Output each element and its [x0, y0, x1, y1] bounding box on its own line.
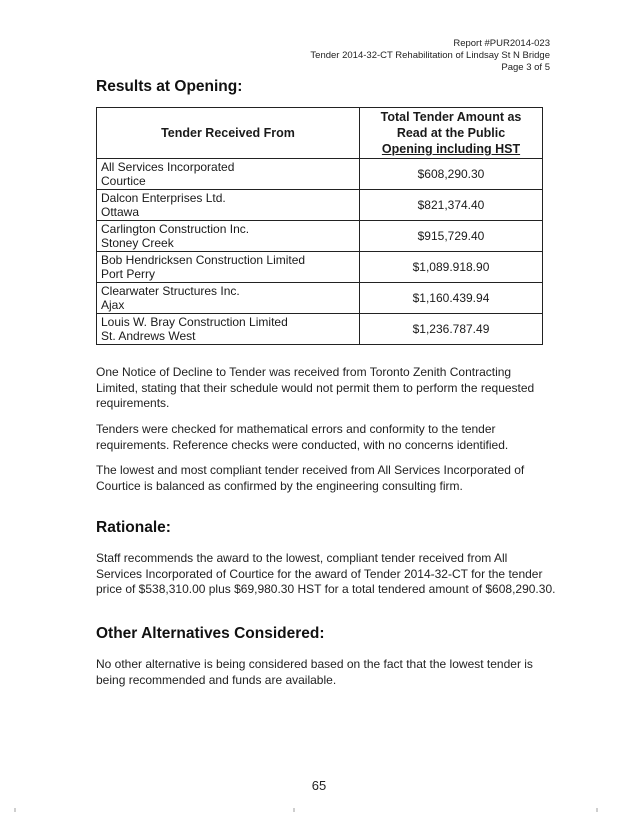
col-header-line: Opening including HST — [381, 142, 521, 156]
bidder-name: Clearwater Structures Inc. — [101, 284, 240, 298]
bidder-name: Bob Hendricksen Construction Limited — [101, 253, 306, 267]
bidder-cell — [97, 283, 360, 314]
bidder-location: Port Perry — [101, 267, 156, 281]
bidder-name: All Services Incorporated — [101, 160, 235, 174]
bidder-cell — [97, 314, 360, 345]
col-header-received-from: Tender Received From — [97, 108, 360, 159]
tender-results-table — [96, 107, 543, 345]
bidder-name: Carlington Construction Inc. — [101, 222, 250, 236]
results-heading: Results at Opening: — [96, 78, 243, 95]
decline-notice-paragraph: One Notice of Decline to Tender was received from Toronto Zenith Contracting Limited, stating that their schedule would not permit them to perform the requested requirements. — [96, 365, 535, 410]
bidder-location: St. Andrews West — [101, 329, 196, 343]
bidder-location: Courtice — [101, 174, 146, 188]
bidder-cell — [97, 190, 360, 221]
tender-amount: $1,236.787.49 — [360, 314, 543, 345]
bidder-location: Ottawa — [101, 205, 140, 219]
table-row — [97, 283, 543, 314]
page-indicator: Page 3 of 5 — [501, 62, 550, 73]
report-header — [310, 38, 550, 74]
alternatives-heading: Other Alternatives Considered: — [96, 625, 325, 642]
bidder-cell — [97, 252, 360, 283]
scan-mark — [293, 808, 295, 812]
tender-amount: $821,374.40 — [360, 190, 543, 221]
col-header-total-amount — [360, 108, 543, 159]
bidder-name: Louis W. Bray Construction Limited — [101, 315, 288, 329]
tender-amount: $1,160.439.94 — [360, 283, 543, 314]
checks-paragraph: Tenders were checked for mathematical errors and conformity to the tender requirements. Reference checks were conducted, with no concerns identified. — [96, 422, 509, 452]
table-row — [97, 252, 543, 283]
rationale-heading: Rationale: — [96, 519, 171, 536]
bidder-location: Ajax — [101, 298, 125, 312]
page-number: 65 — [311, 778, 327, 793]
bidder-cell — [97, 221, 360, 252]
table-row — [97, 314, 543, 345]
table-row — [97, 159, 543, 190]
table-row — [97, 190, 543, 221]
tender-amount: $915,729.40 — [360, 221, 543, 252]
col-header-line: Total Tender Amount as — [380, 110, 522, 124]
report-subject: Tender 2014-32-CT Rehabilitation of Lindsay St N Bridge — [310, 50, 550, 61]
alternatives-paragraph: No other alternative is being considered based on the fact that the lowest tender is being recommended and funds are available. — [96, 657, 533, 687]
table-header-row — [97, 108, 543, 159]
rationale-paragraph: Staff recommends the award to the lowest, compliant tender received from All Services Incorporated of Courtice for the award of Tender 2014-32-CT for the tender price of $538,310.00 plus $69,980.30 HST for a total tendered amount of $608,290.30. — [96, 551, 556, 596]
bidder-name: Dalcon Enterprises Ltd. — [101, 191, 226, 205]
tender-amount: $1,089.918.90 — [360, 252, 543, 283]
bidder-cell — [97, 159, 360, 190]
balanced-tender-paragraph: The lowest and most compliant tender received from All Services Incorporated of Courtice is balanced as confirmed by the engineering consulting firm. — [96, 463, 525, 493]
col-header-line: Read at the Public — [396, 126, 506, 140]
bidder-location: Stoney Creek — [101, 236, 174, 250]
report-id: Report #PUR2014-023 — [453, 38, 550, 49]
scan-mark — [14, 808, 16, 812]
table-row — [97, 221, 543, 252]
tender-amount: $608,290.30 — [360, 159, 543, 190]
scan-mark — [596, 808, 598, 812]
